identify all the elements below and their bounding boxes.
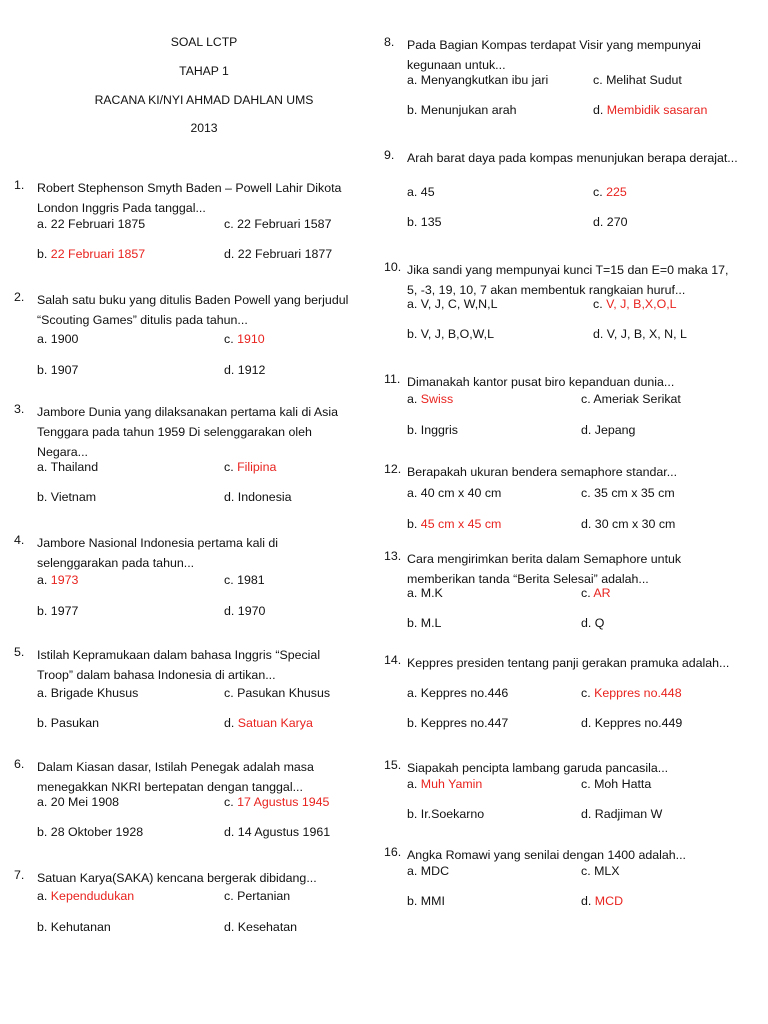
- option-d: [581, 616, 604, 630]
- option-letter: a.: [407, 864, 418, 878]
- option-letter: c.: [581, 777, 591, 791]
- question-text: Robert Stephenson Smyth Baden – Powell Lahir Dikota London Inggris Pada tanggal...: [37, 181, 342, 215]
- option-letter: c.: [581, 486, 591, 500]
- option-letter: b.: [37, 716, 48, 730]
- option-letter: a.: [407, 486, 418, 500]
- option-letter: d.: [224, 920, 235, 934]
- option-b: [407, 517, 501, 531]
- option-letter: d.: [581, 807, 592, 821]
- option-b: [407, 616, 441, 630]
- option-d: [581, 716, 682, 730]
- option-letter: c.: [224, 686, 234, 700]
- option-text: 14 Agustus 1961: [237, 825, 331, 839]
- option-text: Filipina: [237, 460, 277, 474]
- question-number: 12.: [384, 462, 402, 476]
- question-number: 13.: [384, 549, 402, 563]
- option-a: [37, 889, 134, 903]
- option-letter: d.: [224, 825, 235, 839]
- option-letter: c.: [224, 573, 234, 587]
- option-c: [224, 217, 331, 231]
- option-text: Keppres no.446: [420, 686, 509, 700]
- option-text: 45: [420, 185, 435, 199]
- option-letter: a.: [407, 185, 418, 199]
- option-letter: a.: [37, 573, 48, 587]
- option-text: 22 Februari 1877: [237, 247, 333, 261]
- option-letter: d.: [581, 423, 592, 437]
- option-c: [224, 573, 265, 587]
- option-d: [593, 327, 687, 341]
- question-text: Jambore Nasional Indonesia pertama kali di selenggarakan pada tahun...: [37, 536, 279, 570]
- option-letter: c.: [224, 795, 234, 809]
- option-b: [37, 490, 96, 504]
- option-letter: d.: [581, 894, 592, 908]
- question-text: Arah barat daya pada kompas menunjukan berapa derajat...: [407, 151, 738, 165]
- option-text: Moh Hatta: [594, 777, 652, 791]
- option-letter: d.: [593, 327, 604, 341]
- option-text: 1912: [237, 363, 266, 377]
- question-text: Pada Bagian Kompas terdapat Visir yang mempunyai kegunaan untuk...: [407, 38, 701, 72]
- option-c: [581, 392, 681, 406]
- option-b: [407, 894, 445, 908]
- option-letter: c.: [224, 332, 234, 346]
- option-text: 22 Februari 1857: [50, 247, 146, 261]
- option-a: [407, 392, 453, 406]
- option-a: [407, 185, 435, 199]
- option-text: V, J, C, W,N,L: [420, 297, 498, 311]
- option-text: Ir.Soekarno: [420, 807, 485, 821]
- option-letter: b.: [407, 517, 418, 531]
- option-text: Pasukan: [50, 716, 100, 730]
- option-b: [37, 920, 111, 934]
- question-text: Dimanakah kantor pusat biro kepanduan dunia...: [407, 375, 675, 389]
- option-letter: c.: [593, 185, 603, 199]
- option-letter: c.: [581, 392, 591, 406]
- option-text: 17 Agustus 1945: [237, 795, 330, 809]
- option-letter: a.: [407, 392, 418, 406]
- option-a: [407, 297, 497, 311]
- option-letter: a.: [37, 795, 48, 809]
- option-text: Q: [594, 616, 605, 630]
- option-d: [224, 604, 265, 618]
- option-b: [37, 604, 78, 618]
- option-text: Keppres no.448: [594, 686, 682, 700]
- doc-title: SOAL LCTP: [170, 35, 238, 49]
- option-letter: d.: [593, 103, 604, 117]
- option-d: [224, 920, 297, 934]
- option-text: 1910: [237, 332, 265, 346]
- option-a: [37, 686, 138, 700]
- question-number: 9.: [384, 148, 395, 162]
- option-text: Kehutanan: [50, 920, 111, 934]
- option-text: 20 Mei 1908: [50, 795, 119, 809]
- option-text: 22 Februari 1875: [50, 217, 146, 231]
- doc-stage: TAHAP 1: [179, 64, 229, 78]
- option-text: 1977: [50, 604, 79, 618]
- option-text: 1907: [50, 363, 79, 377]
- option-a: [37, 332, 78, 346]
- option-d: [224, 490, 292, 504]
- option-text: Keppres no.447: [420, 716, 509, 730]
- option-b: [407, 807, 484, 821]
- option-d: [224, 363, 265, 377]
- question-number: 6.: [14, 757, 25, 771]
- question-number: 8.: [384, 35, 395, 49]
- option-text: MDC: [420, 864, 450, 878]
- question-number: 7.: [14, 868, 25, 882]
- question-number: 5.: [14, 645, 25, 659]
- option-d: [224, 825, 330, 839]
- option-letter: c.: [581, 686, 591, 700]
- option-letter: c.: [593, 73, 603, 87]
- option-text: MMI: [420, 894, 445, 908]
- option-c: [593, 297, 677, 311]
- question-number: 2.: [14, 290, 25, 304]
- option-letter: d.: [224, 490, 235, 504]
- option-a: [37, 795, 119, 809]
- option-text: Ameriak Serikat: [593, 392, 681, 406]
- option-b: [407, 103, 517, 117]
- option-text: Jepang: [594, 423, 636, 437]
- question-text: Keppres presiden tentang panji gerakan pramuka adalah...: [407, 656, 730, 670]
- option-text: Indonesia: [237, 490, 292, 504]
- option-text: Pasukan Khusus: [237, 686, 331, 700]
- question-text: Dalam Kiasan dasar, Istilah Penegak adalah masa menegakkan NKRI bertepatan dengan tanggal...: [37, 760, 314, 794]
- option-text: V, J, B,O,W,L: [420, 327, 495, 341]
- option-text: 1970: [237, 604, 266, 618]
- option-letter: d.: [224, 716, 235, 730]
- option-a: [407, 686, 508, 700]
- question-text: Jika sandi yang mempunyai kunci T=15 dan E=0 maka 17, 5, -3, 19, 10, 7 akan membentuk rangkaian huruf...: [407, 263, 729, 297]
- option-c: [581, 486, 675, 500]
- option-b: [407, 716, 508, 730]
- option-c: [224, 795, 329, 809]
- option-text: 30 cm x 30 cm: [594, 517, 676, 531]
- option-letter: d.: [224, 363, 235, 377]
- option-c: [593, 185, 627, 199]
- question-text: Cara mengirimkan berita dalam Semaphore untuk memberikan tanda “Berita Selesai” adalah...: [407, 552, 682, 586]
- option-letter: a.: [407, 297, 418, 311]
- option-c: [581, 777, 651, 791]
- option-letter: d.: [224, 604, 235, 618]
- option-letter: b.: [37, 604, 48, 618]
- question-number: 14.: [384, 653, 402, 667]
- option-c: [581, 586, 611, 600]
- option-letter: b.: [407, 716, 418, 730]
- option-letter: d.: [224, 247, 235, 261]
- option-text: Radjiman W: [594, 807, 663, 821]
- option-d: [593, 103, 707, 117]
- option-text: Kesehatan: [237, 920, 298, 934]
- option-letter: c.: [581, 864, 591, 878]
- option-text: 22 Februari 1587: [237, 217, 332, 231]
- question-text: Siapakah pencipta lambang garuda pancasila...: [407, 761, 669, 775]
- option-a: [407, 73, 548, 87]
- option-letter: c.: [593, 297, 603, 311]
- option-text: 1900: [50, 332, 79, 346]
- option-text: 1981: [237, 573, 265, 587]
- option-letter: c.: [224, 889, 234, 903]
- option-letter: d.: [581, 616, 592, 630]
- option-letter: b.: [407, 894, 418, 908]
- option-text: 225: [606, 185, 627, 199]
- option-d: [593, 215, 627, 229]
- option-c: [224, 889, 290, 903]
- option-letter: b.: [407, 215, 418, 229]
- option-a: [37, 217, 145, 231]
- option-b: [37, 716, 99, 730]
- option-d: [224, 247, 332, 261]
- option-letter: d.: [581, 716, 592, 730]
- question-number: 16.: [384, 845, 402, 859]
- doc-year: 2013: [190, 121, 218, 135]
- option-text: 135: [420, 215, 442, 229]
- option-text: Menunjukan arah: [420, 103, 517, 117]
- option-letter: b.: [407, 616, 418, 630]
- option-text: AR: [593, 586, 611, 600]
- option-text: M.K: [420, 586, 443, 600]
- option-text: Inggris: [420, 423, 458, 437]
- option-c: [593, 73, 682, 87]
- option-text: V, J, B,X,O,L: [606, 297, 677, 311]
- option-letter: a.: [37, 217, 48, 231]
- option-text: Vietnam: [50, 490, 97, 504]
- option-text: V, J, B, X, N, L: [606, 327, 687, 341]
- option-letter: a.: [407, 777, 418, 791]
- option-letter: b.: [37, 363, 48, 377]
- option-letter: a.: [37, 686, 48, 700]
- option-b: [407, 423, 458, 437]
- option-letter: b.: [407, 327, 418, 341]
- question-text: Angka Romawi yang senilai dengan 1400 adalah...: [407, 848, 686, 862]
- option-a: [37, 460, 98, 474]
- option-b: [407, 215, 441, 229]
- option-text: 35 cm x 35 cm: [594, 486, 675, 500]
- option-text: Melihat Sudut: [606, 73, 682, 87]
- option-text: MLX: [594, 864, 620, 878]
- option-text: 40 cm x 40 cm: [420, 486, 502, 500]
- option-text: Satuan Karya: [237, 716, 313, 730]
- option-b: [37, 363, 78, 377]
- option-letter: a.: [37, 332, 48, 346]
- option-text: Muh Yamin: [420, 777, 483, 791]
- option-letter: c.: [581, 586, 591, 600]
- option-text: Brigade Khusus: [50, 686, 139, 700]
- option-text: 45 cm x 45 cm: [420, 517, 502, 531]
- option-c: [224, 460, 276, 474]
- question-number: 4.: [14, 533, 25, 547]
- option-text: Menyangkutkan ibu jari: [420, 73, 549, 87]
- option-letter: c.: [224, 460, 234, 474]
- option-text: 28 Oktober 1928: [50, 825, 144, 839]
- option-a: [407, 864, 449, 878]
- option-b: [37, 825, 143, 839]
- question-number: 3.: [14, 402, 25, 416]
- question-number: 11.: [384, 372, 401, 386]
- option-letter: b.: [407, 103, 418, 117]
- option-text: Keppres no.449: [594, 716, 683, 730]
- option-a: [37, 573, 78, 587]
- option-c: [581, 686, 682, 700]
- option-letter: b.: [407, 423, 418, 437]
- question-number: 10.: [384, 260, 402, 274]
- question-text: Jambore Dunia yang dilaksanakan pertama kali di Asia Tenggara pada tahun 1959 Di selenggarakan oleh Negara...: [37, 405, 338, 459]
- option-text: Pertanian: [237, 889, 291, 903]
- option-text: Swiss: [420, 392, 454, 406]
- question-text: Berapakah ukuran bendera semaphore standar...: [407, 465, 678, 479]
- option-letter: b.: [407, 807, 418, 821]
- option-c: [224, 686, 330, 700]
- option-letter: c.: [224, 217, 234, 231]
- option-a: [407, 486, 501, 500]
- option-d: [581, 807, 662, 821]
- option-b: [37, 247, 145, 261]
- option-letter: d.: [581, 517, 592, 531]
- option-b: [407, 327, 494, 341]
- option-text: MCD: [594, 894, 624, 908]
- option-letter: a.: [37, 460, 48, 474]
- question-text: Istilah Kepramukaan dalam bahasa Inggris “Special Troop” dalam bahasa Indonesia di artikan...: [37, 648, 321, 682]
- option-d: [581, 517, 675, 531]
- option-letter: a.: [407, 686, 418, 700]
- option-letter: b.: [37, 490, 48, 504]
- option-c: [224, 332, 265, 346]
- option-text: 1973: [50, 573, 79, 587]
- question-number: 15.: [384, 758, 402, 772]
- question-text: Satuan Karya(SAKA) kencana bergerak dibidang...: [37, 871, 317, 885]
- option-d: [224, 716, 313, 730]
- option-text: Thailand: [50, 460, 99, 474]
- option-letter: a.: [407, 73, 418, 87]
- option-letter: a.: [407, 586, 418, 600]
- option-d: [581, 423, 635, 437]
- option-text: 270: [606, 215, 628, 229]
- question-text: Salah satu buku yang ditulis Baden Powell yang berjudul “Scouting Games” ditulis pada tahun...: [37, 293, 349, 327]
- option-letter: d.: [593, 215, 604, 229]
- doc-organizer: RACANA KI/NYI AHMAD DAHLAN UMS: [94, 93, 314, 107]
- option-text: Kependudukan: [50, 889, 135, 903]
- question-number: 1.: [14, 178, 25, 192]
- option-a: [407, 586, 443, 600]
- option-letter: a.: [37, 889, 48, 903]
- option-letter: b.: [37, 920, 48, 934]
- option-letter: b.: [37, 825, 48, 839]
- option-c: [581, 864, 620, 878]
- option-d: [581, 894, 623, 908]
- option-a: [407, 777, 482, 791]
- option-text: Membidik sasaran: [606, 103, 708, 117]
- option-text: M.L: [420, 616, 442, 630]
- option-letter: b.: [37, 247, 48, 261]
